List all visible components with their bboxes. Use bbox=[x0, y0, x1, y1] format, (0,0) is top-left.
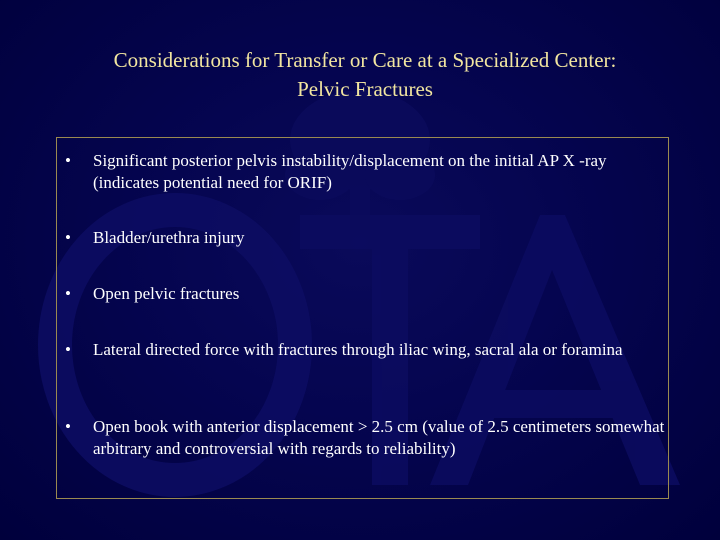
bullet-text: Open book with anterior displacement > 2.5 cm (value of 2.5 centimeters somewhat arbitrary and controversial with regards to reliability) bbox=[93, 417, 665, 458]
slide-title-line-2: Pelvic Fractures bbox=[297, 77, 433, 101]
bullet-text: Significant posterior pelvis instability/displacement on the initial AP X -ray (indicates potential need for ORIF) bbox=[93, 151, 607, 192]
slide-title-line-1: Considerations for Transfer or Care at a Specialized Center: bbox=[113, 48, 617, 72]
bullet-text: Open pelvic fractures bbox=[93, 284, 240, 303]
bullet-marker: • bbox=[65, 151, 71, 170]
bullet-marker: • bbox=[65, 228, 71, 247]
bullet-marker: • bbox=[65, 417, 71, 436]
bullet-content-box bbox=[56, 137, 669, 499]
slide-title bbox=[40, 46, 690, 104]
bullet-marker: • bbox=[65, 340, 71, 359]
bullet-marker: • bbox=[65, 284, 71, 303]
bullet-text: Lateral directed force with fractures through iliac wing, sacral ala or foramina bbox=[93, 340, 623, 359]
bullet-text: Bladder/urethra injury bbox=[93, 228, 245, 247]
